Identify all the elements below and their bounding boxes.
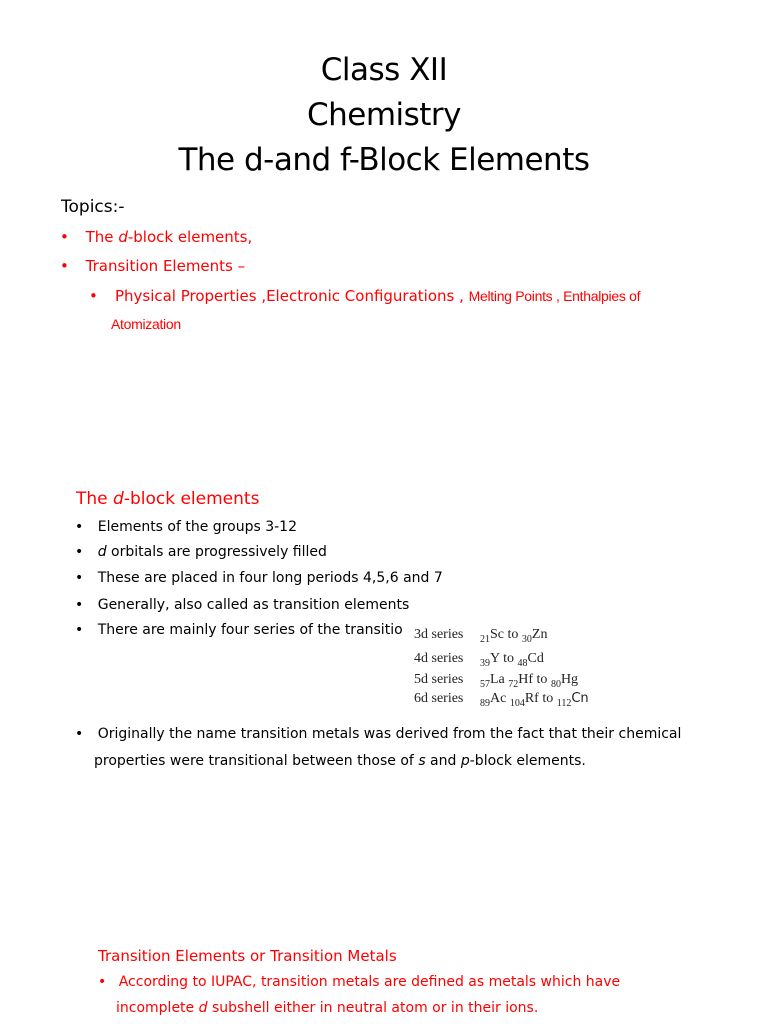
atomic-number: 89 bbox=[480, 698, 490, 709]
transition-iupac-line1: According to IUPAC, transition metals are defined as metals which have bbox=[118, 974, 621, 990]
dblock-heading-italic: d bbox=[113, 489, 124, 509]
transition-iupac-post: subshell either in neutral atom or in their ions. bbox=[207, 1000, 539, 1016]
atomic-number: 30 bbox=[521, 634, 532, 645]
series-label: 6d series bbox=[414, 691, 464, 706]
title-class: Class XII bbox=[320, 52, 448, 88]
dblock-origin-and: and bbox=[425, 753, 461, 769]
series-label: 5d series bbox=[414, 672, 464, 687]
dblock-bullet-groups-text: Elements of the groups 3-12 bbox=[97, 519, 297, 535]
element-symbol: Cd bbox=[527, 651, 544, 666]
dblock-orbitals-text: orbitals are progressively filled bbox=[106, 544, 327, 560]
atomic-number: 104 bbox=[509, 698, 525, 709]
atomic-number: 48 bbox=[517, 658, 528, 669]
atomic-number: 72 bbox=[508, 679, 519, 690]
element-symbol: Ac bbox=[490, 691, 507, 706]
topics-heading: Topics:- bbox=[61, 197, 125, 217]
series-row-5d bbox=[414, 672, 578, 690]
element-symbol: Sc bbox=[490, 627, 504, 642]
topics-item-transition bbox=[60, 257, 245, 275]
element-symbol: Rf to bbox=[524, 691, 557, 706]
series-label: 3d series bbox=[414, 627, 464, 642]
atomic-number: 112 bbox=[556, 698, 572, 709]
series-label: 4d series bbox=[414, 651, 464, 666]
element-symbol: Hf to bbox=[518, 672, 551, 687]
topics-subitem-part1: Physical Properties ,Electronic Configurations , bbox=[114, 287, 469, 305]
topics-item-transition-label: Transition Elements – bbox=[85, 257, 246, 275]
series-row-4d bbox=[414, 651, 544, 669]
bullet-icon: • bbox=[75, 622, 84, 638]
series-row-3d bbox=[414, 627, 547, 645]
bullet-icon: • bbox=[75, 519, 84, 535]
topics-item-dblock-italic: d bbox=[118, 228, 128, 246]
dblock-orbitals-italic: d bbox=[97, 544, 107, 560]
dblock-bullet-orbitals bbox=[75, 544, 327, 560]
topics-item-dblock bbox=[60, 228, 252, 246]
element-symbol: Cn bbox=[571, 691, 589, 706]
topics-subitem-part2: Melting Points , Enthalpies of bbox=[468, 288, 641, 304]
dblock-bullet-series bbox=[75, 622, 403, 638]
atomic-number: 57 bbox=[480, 679, 490, 690]
bullet-icon: • bbox=[89, 287, 98, 305]
dblock-origin-s: s bbox=[418, 753, 426, 769]
atomic-number: 80 bbox=[550, 679, 561, 690]
transition-heading: Transition Elements or Transition Metals bbox=[98, 947, 397, 965]
bullet-icon: • bbox=[75, 570, 84, 586]
dblock-heading bbox=[76, 489, 259, 509]
topics-subitem-part3: Atomization bbox=[111, 316, 181, 332]
topics-item-dblock-pre: The bbox=[85, 228, 119, 246]
transition-iupac-pre: incomplete bbox=[116, 1000, 199, 1016]
dblock-origin-pre: properties were transitional between those of bbox=[94, 753, 419, 769]
atomic-number: 39 bbox=[480, 658, 490, 669]
bullet-icon: • bbox=[75, 544, 84, 560]
bullet-icon: • bbox=[60, 228, 69, 246]
dblock-origin-line2 bbox=[94, 753, 586, 769]
topics-item-dblock-post: -block elements, bbox=[127, 228, 253, 246]
element-symbol: Y bbox=[490, 651, 500, 666]
title-subject: Chemistry bbox=[306, 97, 462, 133]
dblock-bullet-generally-text: Generally, also called as transition elements bbox=[97, 597, 410, 613]
element-symbol: Hg bbox=[560, 672, 579, 687]
dblock-origin-line1: Originally the name transition metals was derived from the fact that their chemical bbox=[97, 726, 682, 742]
topics-subitem-properties bbox=[89, 286, 640, 305]
transition-iupac-italic: d bbox=[198, 1000, 208, 1016]
dblock-bullet-series-text: There are mainly four series of the transitio bbox=[97, 622, 403, 638]
element-symbol: La bbox=[490, 672, 505, 687]
dblock-bullet-groups bbox=[75, 519, 297, 535]
dblock-origin-p: p bbox=[460, 753, 470, 769]
bullet-icon: • bbox=[98, 974, 107, 990]
atomic-number: 21 bbox=[480, 634, 490, 645]
bullet-icon: • bbox=[75, 597, 84, 613]
dblock-bullet-periods-text: These are placed in four long periods 4,5,6 and 7 bbox=[97, 570, 443, 586]
dblock-heading-pre: The bbox=[76, 489, 114, 509]
dblock-bullet-origin bbox=[75, 726, 681, 742]
transition-bullet-iupac bbox=[98, 974, 620, 990]
transition-iupac-line2 bbox=[116, 1000, 538, 1016]
dblock-bullet-generally bbox=[75, 597, 409, 613]
series-connector: to bbox=[499, 651, 518, 666]
dblock-bullet-periods bbox=[75, 570, 443, 586]
element-symbol: Zn bbox=[531, 627, 548, 642]
bullet-icon: • bbox=[60, 257, 69, 275]
dblock-heading-post: -block elements bbox=[123, 489, 260, 509]
dblock-origin-post: -block elements. bbox=[469, 753, 586, 769]
series-connector: to bbox=[504, 627, 522, 642]
bullet-icon: • bbox=[75, 726, 84, 742]
series-row-6d bbox=[414, 691, 589, 709]
title-chapter: The d-and f-Block Elements bbox=[178, 142, 590, 178]
